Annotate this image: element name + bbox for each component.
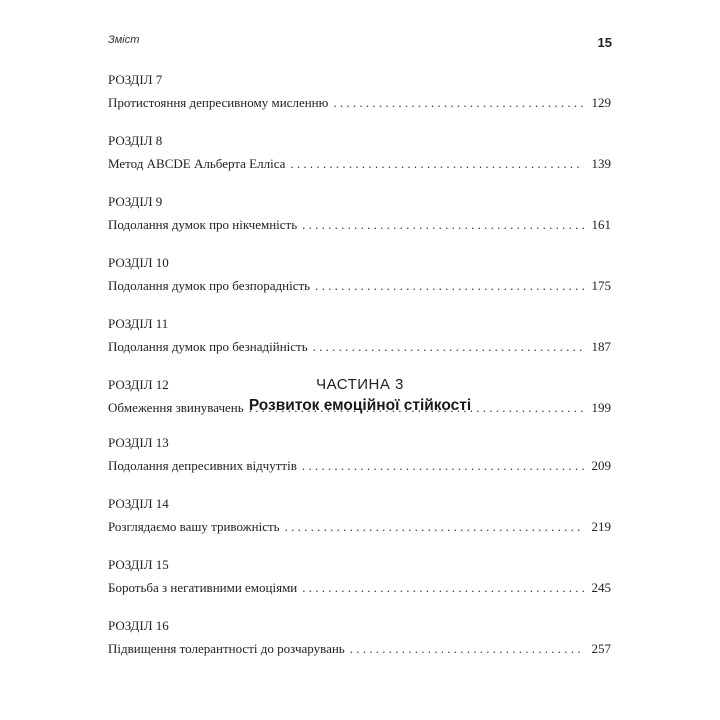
chapter-title: Протистояння депресивному мисленню xyxy=(108,95,329,110)
chapter-label: РОЗДІЛ 9 xyxy=(108,194,163,209)
chapter-label: РОЗДІЛ 8 xyxy=(108,133,163,148)
chapter-label: РОЗДІЛ 14 xyxy=(108,496,169,511)
toc-entry-chapter-15[interactable] xyxy=(108,557,611,596)
chapter-label: РОЗДІЛ 10 xyxy=(108,255,169,270)
part-heading xyxy=(0,376,720,415)
toc-line xyxy=(108,339,611,355)
toc-section-part-2 xyxy=(108,72,611,416)
chapter-page: 209 xyxy=(591,458,611,473)
chapter-page: 187 xyxy=(591,339,611,354)
toc-line xyxy=(108,156,611,172)
toc-entry-chapter-14[interactable] xyxy=(108,496,611,535)
running-head: Зміст xyxy=(108,34,140,46)
dot-leader xyxy=(302,217,584,233)
page-number: 15 xyxy=(597,35,612,50)
chapter-label: РОЗДІЛ 16 xyxy=(108,618,169,633)
chapter-title: Подолання думок про безпорадність xyxy=(108,278,311,293)
chapter-label: РОЗДІЛ 7 xyxy=(108,72,163,87)
dot-leader xyxy=(333,95,584,111)
chapter-label: РОЗДІЛ 13 xyxy=(108,435,169,450)
chapter-page: 175 xyxy=(591,278,611,293)
toc-line xyxy=(108,217,611,233)
part-title: Розвиток емоційної стійкості xyxy=(248,397,472,414)
dot-leader xyxy=(290,156,584,172)
toc-entry-chapter-11[interactable] xyxy=(108,316,611,355)
chapter-page: 219 xyxy=(591,519,611,534)
toc-entry-chapter-9[interactable] xyxy=(108,194,611,233)
chapter-label: РОЗДІЛ 12 xyxy=(108,377,169,392)
chapter-page: 129 xyxy=(591,95,611,110)
toc-line xyxy=(108,458,611,474)
chapter-page: 257 xyxy=(591,641,611,656)
chapter-label: РОЗДІЛ 15 xyxy=(108,557,169,572)
toc-line xyxy=(108,95,611,111)
toc-entry-chapter-16[interactable] xyxy=(108,618,611,657)
toc-line xyxy=(108,641,611,657)
toc-entry-chapter-10[interactable] xyxy=(108,255,611,294)
chapter-page: 245 xyxy=(591,580,611,595)
toc-entry-chapter-13[interactable] xyxy=(108,435,611,474)
part-label: ЧАСТИНА 3 xyxy=(316,376,404,393)
chapter-page: 139 xyxy=(591,156,611,171)
dot-leader xyxy=(302,580,584,596)
chapter-page: 199 xyxy=(591,400,611,415)
chapter-page: 161 xyxy=(591,217,611,232)
dot-leader xyxy=(350,641,584,657)
dot-leader xyxy=(302,458,584,474)
toc-entry-chapter-7[interactable] xyxy=(108,72,611,111)
dot-leader xyxy=(315,278,584,294)
chapter-title: Боротьба з негативними емоціями xyxy=(108,580,298,595)
chapter-title: Подолання думок про безнадійність xyxy=(108,339,308,354)
chapter-title: Подолання думок про нікчемність xyxy=(108,217,298,232)
toc-line xyxy=(108,278,611,294)
chapter-title: Підвищення толерантності до розчарувань xyxy=(108,641,345,656)
toc-entry-chapter-8[interactable] xyxy=(108,133,611,172)
chapter-title: Подолання депресивних відчуттів xyxy=(108,458,297,473)
chapter-title: Розглядаємо вашу тривожність xyxy=(108,519,280,534)
toc-section-part-3 xyxy=(108,435,611,657)
dot-leader xyxy=(313,339,584,355)
chapter-label: РОЗДІЛ 11 xyxy=(108,316,169,331)
dot-leader xyxy=(285,519,584,535)
chapter-title: Метод ABCDE Альберта Елліса xyxy=(108,156,286,171)
toc-line xyxy=(108,519,611,535)
toc-line xyxy=(108,580,611,596)
chapter-title: Обмеження звинувачень xyxy=(108,400,244,415)
